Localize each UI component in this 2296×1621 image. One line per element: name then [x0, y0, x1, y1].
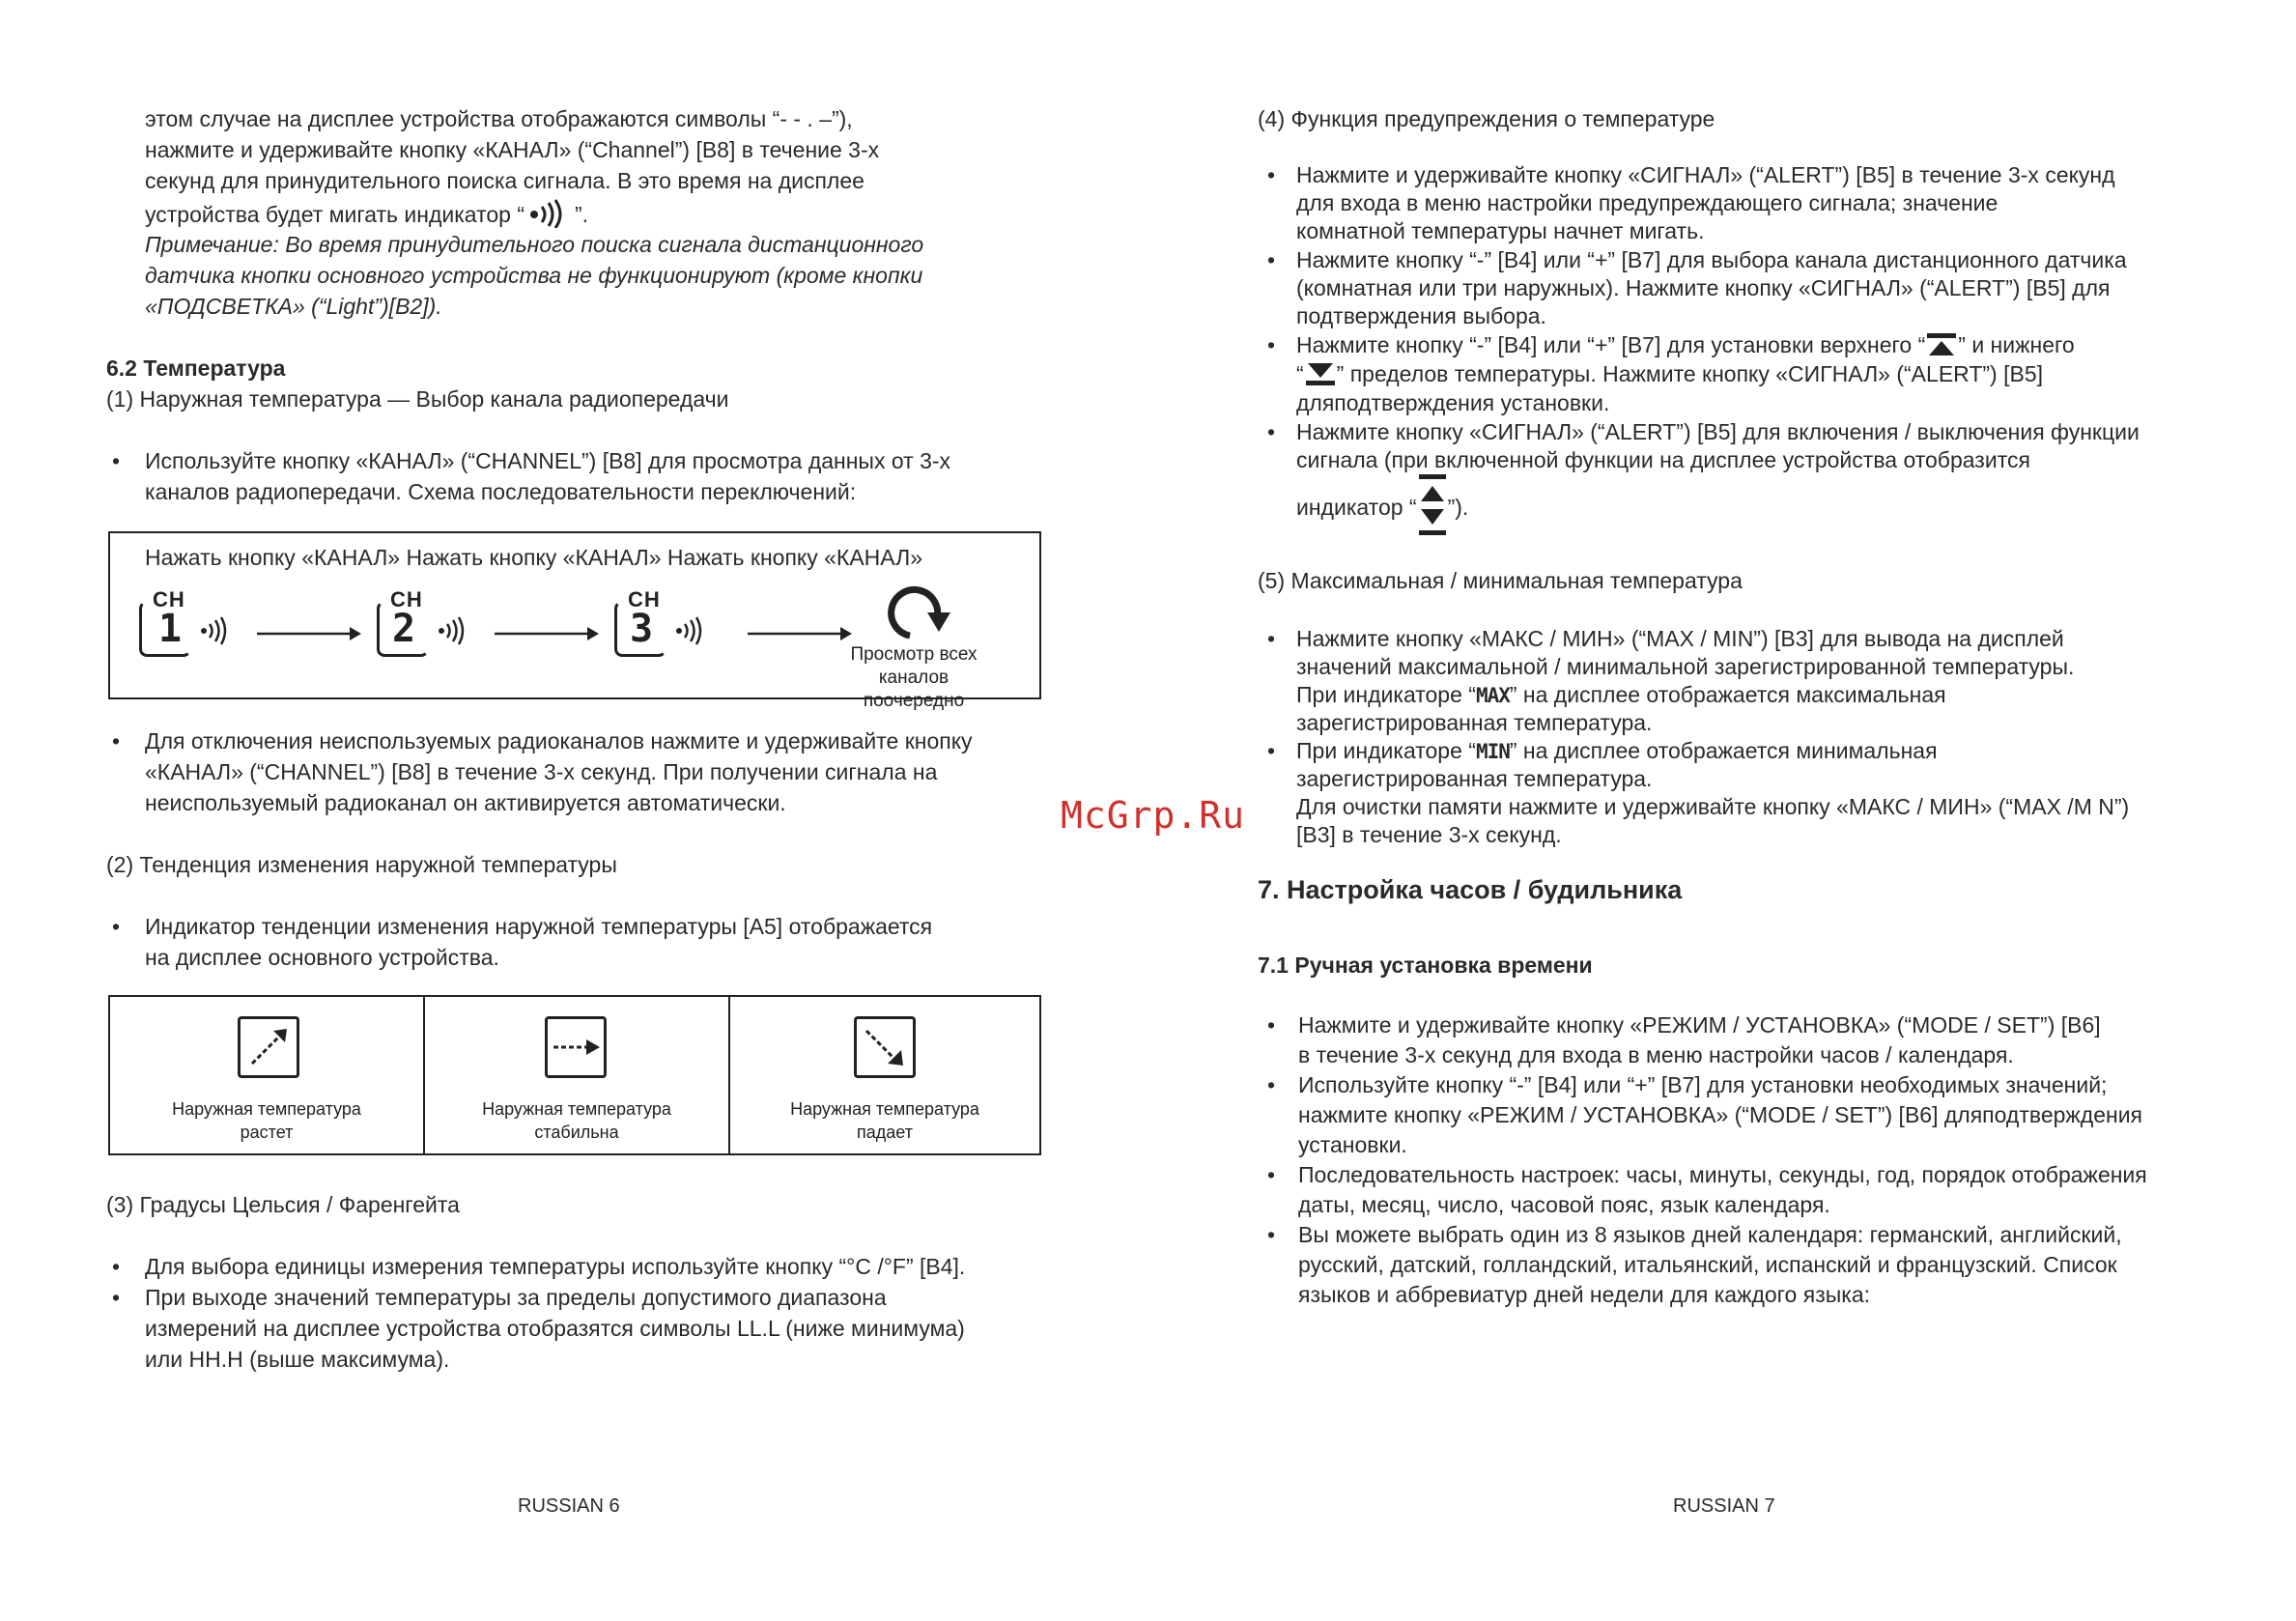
- bullet-line: Используйте кнопку “-” [B4] или “+” [B7] для установки необходимых значений;: [1298, 1072, 2108, 1097]
- arrow-right-icon: [545, 1016, 607, 1078]
- note-line: Примечание: Во время принудительного поиска сигнала дистанционного: [145, 232, 924, 257]
- intro-line: этом случае на дисплее устройства отображаются символы “- - . –”),: [145, 106, 853, 131]
- bullet-line: Последовательность настроек: часы, минуты, секунды, год, порядок отображения: [1298, 1162, 2147, 1187]
- bullet: •: [1267, 332, 1276, 357]
- bullet-line: “ ” пределов температуры. Нажмите кнопку «СИГНАЛ» (“ALERT”) [B5]: [1296, 361, 2044, 386]
- bullet-line: Для очистки памяти нажмите и удерживайте кнопку «МАКС / МИН» (“MAX /M N”): [1296, 794, 2130, 819]
- bullet-line: каналов радиопередачи. Схема последовательности переключений:: [145, 479, 857, 504]
- bullet: •: [1267, 1072, 1276, 1097]
- right-page: [1258, 0, 2204, 1621]
- arrow-up-right-icon: [238, 1016, 299, 1078]
- cycle-arrow-icon: [883, 583, 960, 643]
- subsection-title: (2) Тенденция изменения наружной температуры: [106, 852, 617, 877]
- trend-cell-stable: Наружная температура стабильна: [425, 997, 730, 1153]
- intro-line: устройства будет мигать индикатор “ ”.: [145, 199, 588, 229]
- intro-line: секунд для принудительного поиска сигнала. В это время на дисплее: [145, 168, 865, 193]
- max-glyph: MAX: [1475, 684, 1510, 707]
- bullet-line: подтверждения выбора.: [1296, 303, 1546, 328]
- watermark: McGrp.Ru: [1061, 794, 1246, 837]
- bullet-line: Индикатор тенденции изменения наружной температуры [A5] отображается: [145, 914, 933, 939]
- cycle-caption: Просмотр всех каналов поочередно: [850, 644, 978, 711]
- bullet: •: [112, 1254, 121, 1279]
- subsection-title: (1) Наружная температура — Выбор канала радиопередачи: [106, 386, 729, 412]
- bullet: •: [1267, 626, 1276, 651]
- page-footer: RUSSIAN 6: [518, 1495, 620, 1517]
- bullet-line: Нажмите кнопку «МАКС / МИН» (“MAX / MIN”) [B3] для вывода на дисплей: [1296, 626, 2064, 651]
- trend-table: [108, 995, 1041, 1155]
- channel-box-header: Нажать кнопку «КАНАЛ» Нажать кнопку «КАНАЛ» Нажать кнопку «КАНАЛ»: [145, 545, 922, 570]
- bullet-line: Нажмите кнопку “-” [B4] или “+” [B7] для выбора канала дистанционного датчика: [1296, 247, 2127, 272]
- bullet-line: индикатор “ ”).: [1296, 493, 1468, 536]
- trend-cell-rising: Наружная температура растет: [110, 997, 425, 1153]
- upper-limit-icon: [1925, 332, 1958, 357]
- bullet: •: [112, 448, 121, 473]
- bullet-line: Для выбора единицы измерения температуры используйте кнопку “°C /°F” [B4].: [145, 1254, 966, 1279]
- bullet-line: Используйте кнопку «КАНАЛ» (“CHANNEL”) [B8] для просмотра данных от 3-х: [145, 448, 951, 473]
- bullet-line: сигнала (при включенной функции на дисплее устройства отобразится: [1296, 447, 2030, 472]
- bullet: •: [1267, 247, 1276, 272]
- section-7-title: 7. Настройка часов / будильника: [1258, 875, 1683, 904]
- channel-1-icon: CH 1: [139, 587, 236, 665]
- subsection-title: (3) Градусы Цельсия / Фаренгейта: [106, 1192, 460, 1217]
- section-7-1-title: 7.1 Ручная установка времени: [1258, 953, 1593, 978]
- bullet: •: [1267, 162, 1276, 187]
- bullet: •: [1267, 419, 1276, 444]
- subsection-title: (5) Максимальная / минимальная температура: [1258, 568, 1743, 593]
- signal-indicator-icon: [524, 199, 567, 228]
- lower-limit-icon: [1304, 361, 1337, 386]
- bullet: •: [1267, 1012, 1276, 1038]
- bullet-line: При выходе значений температуры за пределы допустимого диапазона: [145, 1285, 887, 1310]
- bullet-line: зарегистрированная температура.: [1296, 766, 1653, 791]
- bullet-line: Для отключения неиспользуемых радиоканалов нажмите и удерживайте кнопку: [145, 728, 973, 754]
- bullet-line: установки.: [1298, 1132, 1407, 1157]
- trend-cell-falling: Наружная температура падает: [730, 997, 1039, 1153]
- bullet-line: русский, датский, голландский, итальянский, испанский и французский. Список: [1298, 1252, 2117, 1277]
- signal-waves-icon: [199, 616, 228, 645]
- bullet-line: «КАНАЛ» (“CHANNEL”) [B8] в течение 3-х секунд. При получении сигнала на: [145, 759, 938, 784]
- bullet-line: Нажмите кнопку «СИГНАЛ» (“ALERT”) [B5] для включения / выключения функции: [1296, 419, 2140, 444]
- arrow-right-icon: [257, 624, 363, 643]
- bullet-line: для входа в меню настройки предупреждающего сигнала; значение: [1296, 190, 1998, 215]
- page-footer: RUSSIAN 7: [1673, 1495, 1775, 1517]
- left-page: [106, 0, 1072, 1621]
- bullet: •: [112, 728, 121, 754]
- bullet-line: значений максимальной / минимальной зарегистрированной температуры.: [1296, 654, 2075, 679]
- bullet-line: или HH.H (выше максимума).: [145, 1347, 450, 1372]
- bullet: •: [112, 914, 121, 939]
- bullet: •: [112, 1285, 121, 1310]
- signal-waves-icon: [674, 616, 703, 645]
- subsection-title: (4) Функция предупреждения о температуре: [1258, 106, 1715, 131]
- bullet-line: языков и аббревиатур дней недели для каждого языка:: [1298, 1282, 1871, 1307]
- bullet-line: даты, месяц, число, часовой пояс, язык календаря.: [1298, 1192, 1830, 1217]
- bullet-line: Нажмите и удерживайте кнопку «СИГНАЛ» (“ALERT”) [B5] в течение 3-х секунд: [1296, 162, 2115, 187]
- bullet-line: Нажмите и удерживайте кнопку «РЕЖИМ / УСТАНОВКА» (“MODE / SET”) [B6]: [1298, 1012, 2101, 1038]
- arrow-right-icon: [495, 624, 601, 643]
- note-line: датчика кнопки основного устройства не функционируют (кроме кнопки: [145, 263, 923, 288]
- channel-2-icon: CH 2: [377, 587, 473, 665]
- bullet-line: (комнатная или три наружных). Нажмите кнопку «СИГНАЛ» (“ALERT”) [B5] для: [1296, 275, 2111, 300]
- bullet-line: на дисплее основного устройства.: [145, 945, 499, 970]
- bullet-line: комнатной температуры начнет мигать.: [1296, 218, 1705, 243]
- bullet: •: [1267, 1162, 1276, 1187]
- intro-line: нажмите и удерживайте кнопку «КАНАЛ» (“Channel”) [B8] в течение 3-х: [145, 137, 880, 162]
- arrow-down-right-icon: [854, 1016, 916, 1078]
- bullet-line: измерений на дисплее устройства отобразятся символы LL.L (ниже минимума): [145, 1316, 965, 1341]
- section-6-2-title: 6.2 Температура: [106, 355, 286, 381]
- channel-sequence-box: [108, 531, 1041, 711]
- bullet: •: [1267, 1222, 1276, 1247]
- bullet-line: неиспользуемый радиоканал он активируется автоматически.: [145, 790, 786, 815]
- bullet-line: нажмите кнопку «РЕЖИМ / УСТАНОВКА» (“MODE / SET”) [B6] дляподтверждения: [1298, 1102, 2142, 1127]
- note-line: «ПОДСВЕТКА» (“Light”)[B2]).: [145, 294, 442, 319]
- channel-3-icon: CH 3: [614, 587, 711, 665]
- bullet-line: Вы можете выбрать один из 8 языков дней календаря: германский, английский,: [1298, 1222, 2122, 1247]
- bullet-line: [B3] в течение 3-х секунд.: [1296, 822, 1562, 847]
- bullet-line: Нажмите кнопку “-” [B4] или “+” [B7] для установки верхнего “ ” и нижнего: [1296, 332, 2075, 357]
- bullet: •: [1267, 738, 1276, 763]
- bullet-line: дляподтверждения установки.: [1296, 390, 1610, 415]
- bullet-line: При индикаторе “MIN” на дисплее отображается минимальная: [1296, 738, 1938, 763]
- min-glyph: MIN: [1475, 740, 1510, 763]
- bullet-line: При индикаторе “MAX” на дисплее отображается максимальная: [1296, 682, 1946, 707]
- arrow-right-icon: [748, 624, 854, 643]
- alert-indicator-icon: [1417, 474, 1448, 536]
- bullet-line: в течение 3-х секунд для входа в меню настройки часов / календаря.: [1298, 1042, 2014, 1067]
- signal-waves-icon: [437, 616, 466, 645]
- bullet-line: зарегистрированная температура.: [1296, 710, 1653, 735]
